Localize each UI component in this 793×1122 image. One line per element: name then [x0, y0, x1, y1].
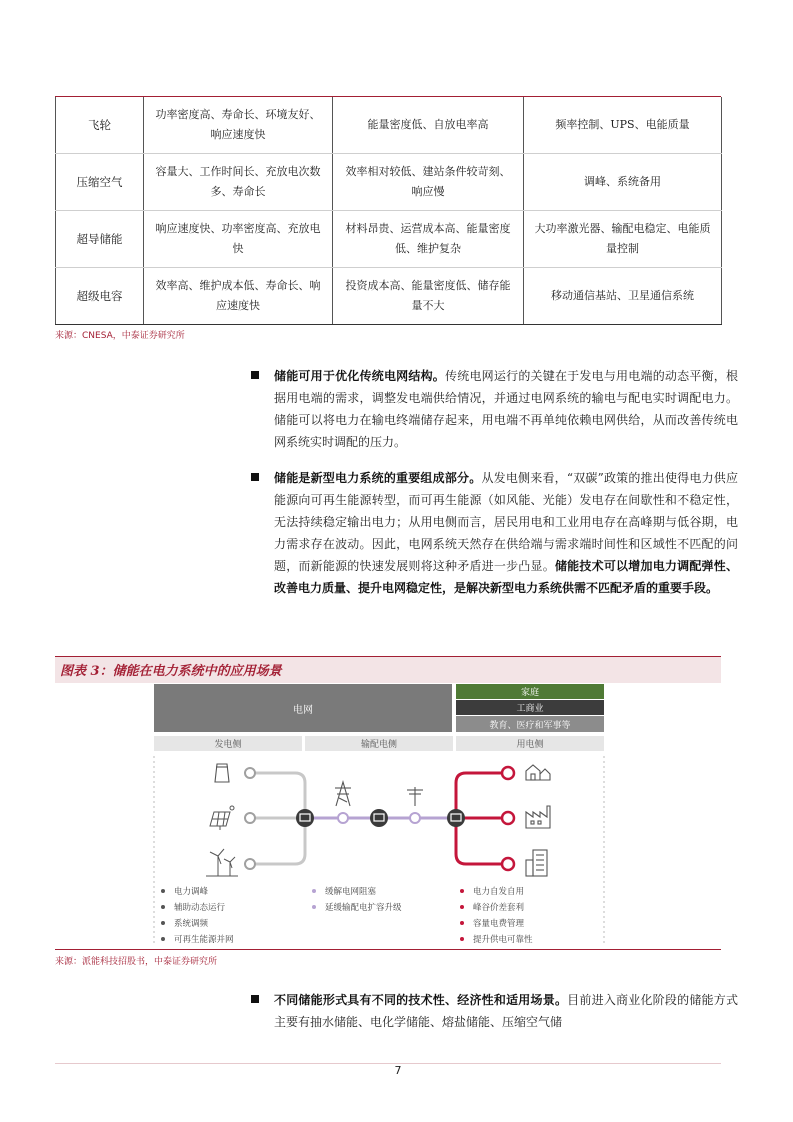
paragraph-body: 从发电侧来看，“双碳”政策的推出使得电力供应能源向可再生能源转型，而可再生能源（如风能、光能）发电存在间歇性和不稳定性，无法持续稳定输出电力；从用电侧而言，居民用电和工业用电存在高峰期与低谷期，电力需求存在波动。因此，电网系统天然存在供给端与需求端时间性和区域性不匹配的问题，而新能源的快速发展则将这种矛盾进一步凸显。 [274, 471, 738, 573]
bullet-icon [251, 995, 259, 1003]
application-scenario-diagram [150, 684, 610, 949]
row-advantages: 响应速度快、功率密度高、充放电快 [144, 210, 333, 267]
row-disadvantages: 能量密度低、自放电率高 [333, 97, 524, 153]
building-icon [526, 850, 547, 876]
house-icon [526, 765, 550, 780]
table-row [56, 267, 722, 324]
list-item: 电力调峰 [174, 887, 209, 897]
battery-icon [296, 809, 314, 827]
paragraph-grid-structure [274, 365, 738, 453]
paragraph-body: 传统电网运行的关键在于发电与用电端的动态平衡，根据用电端的需求，调整发电端供给情况，并通过电网系统的输电与配电实时调配电力。储能可以将电力在输电终端储存起来，用电端不再单纯依赖电网供给，从而改善传统电网系统实时调配的压力。 [274, 369, 738, 449]
dashed-frame [154, 756, 604, 946]
row-disadvantages: 材料昂贵、运营成本高、能量密度低、维护复杂 [333, 210, 524, 267]
list-item: 峰谷价差套利 [473, 903, 525, 913]
list-item: 延缓输配电扩容升级 [325, 903, 402, 913]
row-advantages: 功率密度高、寿命长、环境友好、响应速度快 [144, 97, 333, 153]
row-applications: 大功率激光器、输配电稳定、电能质量控制 [524, 210, 722, 267]
battery-icon [370, 809, 388, 827]
gen-points [161, 886, 234, 945]
list-item: 提升供电可靠性 [473, 935, 533, 945]
table-row [56, 97, 722, 153]
wind-turbine-icon [206, 849, 238, 876]
section-gen-label: 发电侧 [214, 740, 242, 750]
row-name: 飞轮 [56, 97, 144, 153]
row-disadvantages: 投资成本高、能量密度低、储存能量不大 [333, 267, 524, 324]
paragraph-storage-forms [274, 989, 738, 1033]
table-row [56, 153, 722, 210]
list-item: 缓解电网阻塞 [325, 887, 377, 897]
utility-pole-icon [407, 787, 423, 806]
row-advantages: 效率高、维护成本低、寿命长、响应速度快 [144, 267, 333, 324]
row-applications: 频率控制、UPS、电能质量 [524, 97, 722, 153]
paragraph-conclusion: 储能技术可以增加电力调配弹性、改善电力质量、提升电网稳定性，是解决新型电力系统供需不匹配矛盾的重要手段。 [274, 559, 738, 595]
bullet-icon [251, 371, 259, 379]
row-name: 超级电容 [56, 267, 144, 324]
paragraph-lead: 储能可用于优化传统电网结构。 [274, 369, 446, 383]
storage-comparison-table [55, 97, 722, 325]
trans-points [312, 886, 402, 913]
row-advantages: 容量大、工作时间长、充放电次数多、寿命长 [144, 153, 333, 210]
power-plant-icon [215, 764, 229, 782]
paragraph-lead: 不同储能形式具有不同的技术性、经济性和适用场景。 [274, 993, 568, 1007]
factory-icon [526, 806, 550, 828]
layer-public-label: 教育、医疗和军事等 [489, 721, 571, 731]
gen-nodes [245, 768, 255, 869]
transmission-tower-icon [335, 782, 351, 806]
list-item: 电力自发自用 [473, 887, 525, 897]
row-disadvantages: 效率相对较低、建站条件较苛刻、响应慢 [333, 153, 524, 210]
paragraph-body: 目前进入商业化阶段的储能方式主要有抽水储能、电化学储能、熔盐储能、压缩空气储 [274, 993, 738, 1029]
figure-title: 图表 3：储能在电力系统中的应用场景 [60, 664, 282, 679]
row-name: 超导储能 [56, 210, 144, 267]
list-item: 系统调频 [174, 919, 209, 929]
user-points [460, 886, 533, 945]
paragraph-lead: 储能是新型电力系统的重要组成部分。 [274, 471, 482, 485]
row-applications: 移动通信基站、卫星通信系统 [524, 267, 722, 324]
solar-panel-icon [210, 806, 234, 830]
section-user-label: 用电侧 [516, 740, 544, 750]
grid-label: 电网 [293, 705, 313, 716]
figure-bottom-rule [55, 949, 721, 950]
list-item: 可再生能源并网 [174, 935, 234, 945]
page-number: 7 [394, 1064, 402, 1077]
row-applications: 调峰、系统备用 [524, 153, 722, 210]
paragraph-new-power-system [274, 467, 738, 599]
bullet-icon [251, 473, 259, 481]
list-item: 容量电费管理 [473, 919, 525, 929]
battery-icon [447, 809, 465, 827]
table-row [56, 210, 722, 267]
row-name: 压缩空气 [56, 153, 144, 210]
table-source: 来源：CNESA，中泰证券研究所 [55, 331, 185, 341]
section-trans-label: 输配电侧 [360, 740, 398, 750]
layer-home-label: 家庭 [520, 688, 540, 698]
user-nodes [502, 767, 514, 870]
layer-commercial-label: 工商业 [516, 704, 544, 714]
figure-source: 来源：派能科技招股书，中泰证券研究所 [55, 957, 218, 967]
list-item: 辅助动态运行 [174, 903, 226, 913]
